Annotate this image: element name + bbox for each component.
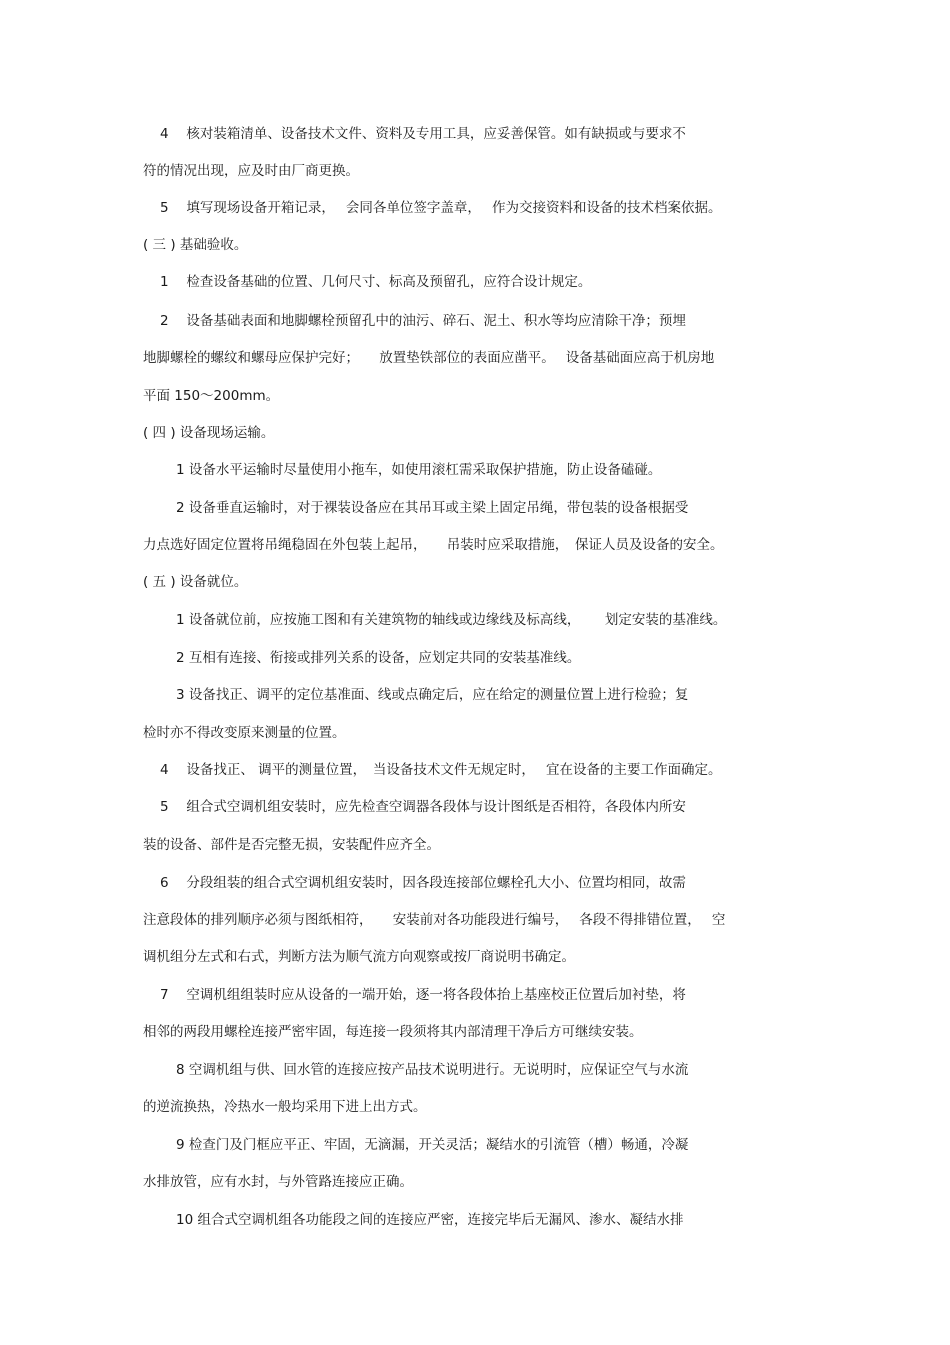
text-line: 注意段体的排列顺序必须与图纸相符， 安装前对各功能段进行编号， 各段不得排错位置， 空 [143, 912, 726, 928]
text-line: 力点选好固定位置将吊绳稳固在外包装上起吊， 吊装时应采取措施， 保证人员及设备的安全。 [143, 537, 724, 553]
text-line: 5 组合式空调机组安装时，应先检查空调器各段体与设计图纸是否相符，各段体内所安 [160, 799, 686, 815]
text-line: 1 设备水平运输时尽量使用小拖车，如使用滚杠需采取保护措施，防止设备磕碰。 [176, 462, 662, 478]
text-line: 水排放管，应有水封，与外管路连接应正确。 [143, 1174, 413, 1190]
text-line: 2 互相有连接、衔接或排列关系的设备，应划定共同的安装基准线。 [176, 650, 581, 666]
text-line: 7 空调机组组装时应从设备的一端开始，逐一将各段体抬上基座校正位置后加衬垫，将 [160, 987, 686, 1003]
text-line: 6 分段组装的组合式空调机组安装时，因各段连接部位螺栓孔大小、位置均相同，故需 [160, 875, 686, 891]
text-line: 10 组合式空调机组各功能段之间的连接应严密，连接完毕后无漏风、渗水、凝结水排 [176, 1212, 684, 1228]
section-heading: ( 五 ) 设备就位。 [143, 574, 248, 590]
text-line: 调机组分左式和右式，判断方法为顺气流方向观察或按厂商说明书确定。 [143, 949, 575, 965]
text-line: 4 设备找正、 调平的测量位置， 当设备技术文件无规定时， 宜在设备的主要工作面确定。 [160, 762, 722, 778]
text-line: 平面 150～200mm。 [143, 388, 280, 404]
text-line: 检时亦不得改变原来测量的位置。 [143, 725, 346, 741]
text-line: 5 填写现场设备开箱记录， 会同各单位签字盖章， 作为交接资料和设备的技术档案依据。 [160, 200, 722, 216]
text-line: 装的设备、部件是否完整无损，安装配件应齐全。 [143, 837, 440, 853]
text-line: 2 设备垂直运输时，对于裸装设备应在其吊耳或主梁上固定吊绳，带包装的设备根据受 [176, 500, 689, 516]
text-line: 地脚螺栓的螺纹和螺母应保护完好； 放置垫铁部位的表面应凿平。 设备基础面应高于机房地 [143, 350, 715, 366]
text-line: 8 空调机组与供、回水管的连接应按产品技术说明进行。无说明时，应保证空气与水流 [176, 1062, 689, 1078]
text-line: 9 检查门及门框应平正、牢固，无滴漏，开关灵活；凝结水的引流管（槽）畅通，冷凝 [176, 1137, 689, 1153]
text-line: 1 设备就位前，应按施工图和有关建筑物的轴线或边缘线及标高线， 划定安装的基准线。 [176, 612, 727, 628]
text-line: 3 设备找正、调平的定位基准面、线或点确定后，应在给定的测量位置上进行检验；复 [176, 687, 689, 703]
text-line: 2 设备基础表面和地脚螺栓预留孔中的油污、碎石、泥土、积水等均应清除干净；预埋 [160, 313, 686, 329]
text-line: 符的情况出现，应及时由厂商更换。 [143, 163, 359, 179]
section-heading: ( 三 ) 基础验收。 [143, 237, 248, 253]
text-line: 的逆流换热，冷热水一般均采用下进上出方式。 [143, 1099, 427, 1115]
section-heading: ( 四 ) 设备现场运输。 [143, 425, 275, 441]
text-line: 1 检查设备基础的位置、几何尺寸、标高及预留孔，应符合设计规定。 [160, 274, 592, 290]
text-line: 相邻的两段用螺栓连接严密牢固，每连接一段须将其内部清理干净后方可继续安装。 [143, 1024, 643, 1040]
text-line: 4 核对装箱清单、设备技术文件、资料及专用工具，应妥善保管。如有缺损或与要求不 [160, 126, 686, 142]
